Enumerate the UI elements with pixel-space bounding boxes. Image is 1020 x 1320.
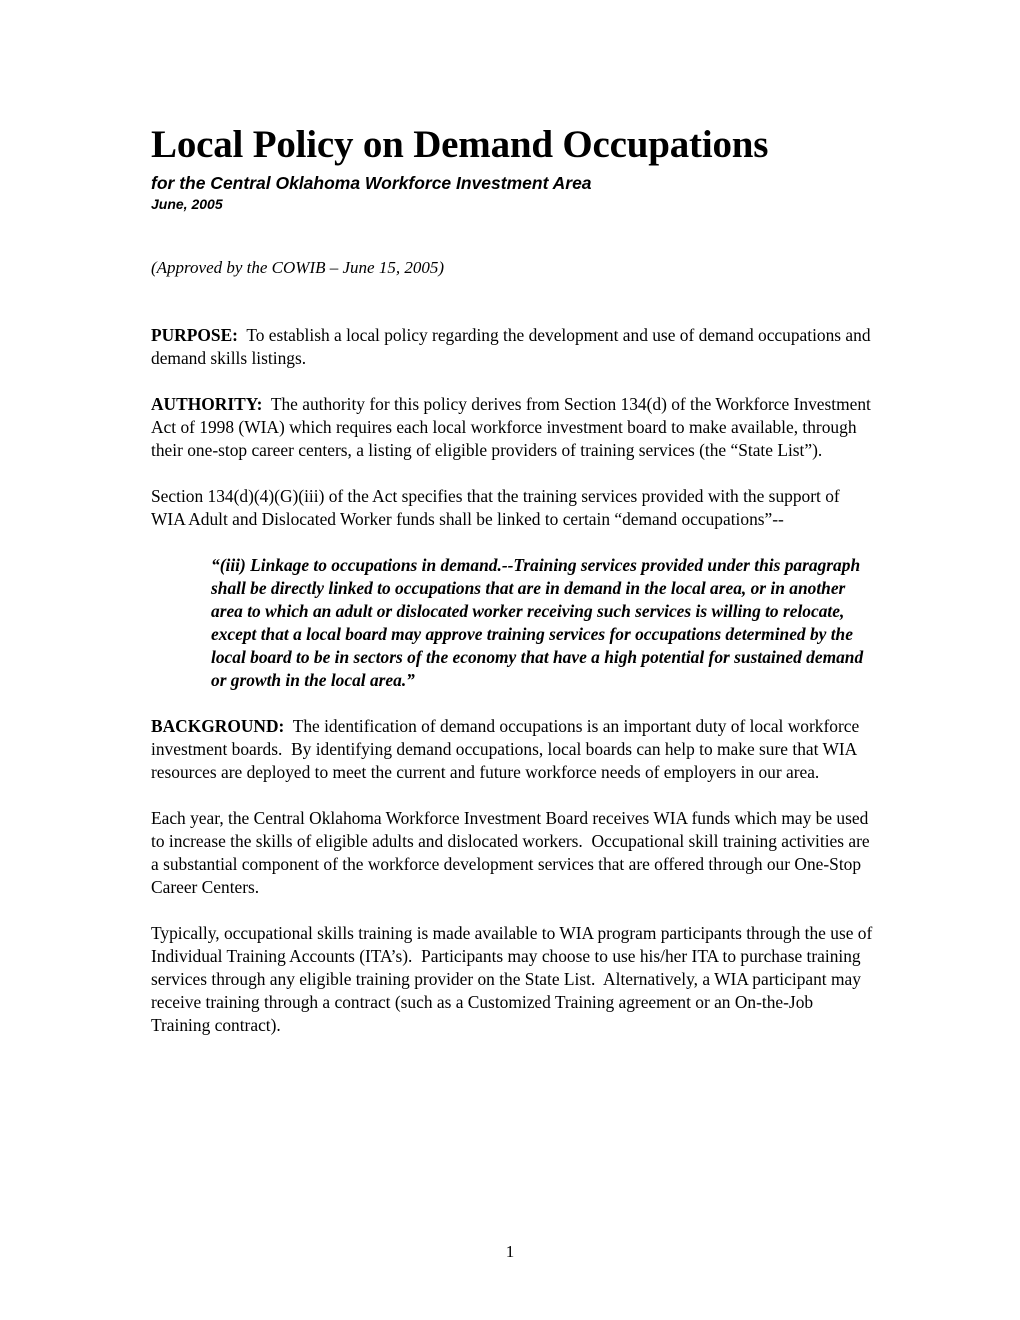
document-title: Local Policy on Demand Occupations	[151, 123, 769, 166]
purpose-label: PURPOSE:	[151, 325, 238, 345]
purpose-text: To establish a local policy regarding the development and use of demand occupations and demand skills listings.	[151, 325, 871, 368]
each-year-paragraph: Each year, the Central Oklahoma Workforce Investment Board receives WIA funds which may be used to increase the skills of eligible adults and dislocated workers. Occupational skill training activities are a substantial component of the workforce development services that are offered through our One-Stop Career Centers.	[151, 808, 870, 897]
document-subtitle: for the Central Oklahoma Workforce Investment Area	[151, 173, 592, 193]
authority-label: AUTHORITY:	[151, 394, 263, 414]
background-label: BACKGROUND:	[151, 716, 285, 736]
typically-paragraph: Typically, occupational skills training is made available to WIA program participants through the use of Individual Training Accounts (ITA’s). Participants may choose to use his/her ITA to purchase training services through any eligible training provider on the State List. Alternatively, a WIA participant may receive training through a contract (such as a Customized Training agreement or an On-the-Job Training contract).	[151, 923, 873, 1035]
document-date: June, 2005	[151, 196, 223, 212]
authority-text: The authority for this policy derives from Section 134(d) of the Workforce Investment Act of 1998 (WIA) which requires each local workforce investment board to make available, through their one-stop career centers, a listing of eligible providers of training services (the “State List”).	[151, 394, 871, 460]
approval-note: (Approved by the COWIB – June 15, 2005)	[151, 258, 445, 277]
page-number: 1	[505, 1242, 515, 1261]
authority-paragraph	[151, 393, 876, 462]
wia-quote: “(iii) Linkage to occupations in demand.--Training services provided under this paragraph shall be directly linked to occupations that are in demand in the local area, or in another area to which an adult or dislocated worker receiving such services is willing to relocate, except that a local board may approve training services for occupations determined by the local board to be in sectors of the economy that have a high potential for sustained demand or growth in the local area.”	[211, 555, 864, 690]
document-page	[151, 120, 876, 1037]
purpose-paragraph	[151, 324, 876, 370]
section-paragraph: Section 134(d)(4)(G)(iii) of the Act specifies that the training services provided with the support of WIA Adult and Dislocated Worker funds shall be linked to certain “demand occupations”--	[151, 486, 840, 529]
background-paragraph	[151, 715, 876, 784]
background-text: The identification of demand occupations is an important duty of local workforce investment boards. By identifying demand occupations, local boards can help to make sure that WIA resources are deployed to meet the current and future workforce needs of employers in our area.	[151, 716, 860, 782]
